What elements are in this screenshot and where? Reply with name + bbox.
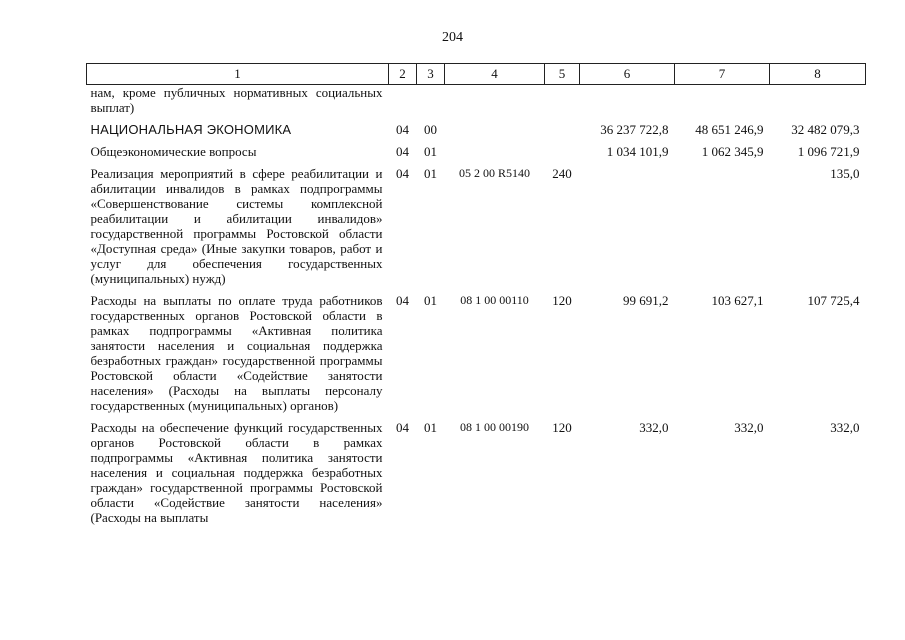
row-name: Расходы на обеспечение функций государственных органов Ростовской области в рамках подпрограммы «Активная политика занятости населения и социальная поддержка безработных граждан» государственной программы Ростовской области «Содействие занятости населения» (Расходы на выплаты [90,420,383,525]
budget-table [86,63,866,525]
row-year2 [675,85,770,123]
header-col-subsection: 3 [417,64,445,85]
row-name: нам, кроме публичных нормативных социальных выплат) [90,85,383,115]
row-year1 [580,166,675,293]
header-col-name: 1 [87,64,389,85]
row-year1: 99 691,2 [623,293,669,308]
row-target-code [445,122,545,144]
table-row [87,144,866,166]
row-year2: 48 651 246,9 [695,122,764,137]
table-row [87,166,866,293]
row-target-code: 08 1 00 00110 [460,293,529,307]
header-col-year1: 6 [580,64,675,85]
row-name: Реализация мероприятий в сфере реабилитации и абилитации инвалидов в рамках подпрограммы «Совершенствование системы комплексной реабилитации и абилитации инвалидов» государственной программы Ростовской области «Доступная среда» (Иные закупки товаров, работ и услуг для обеспечения государственных (муниципальных) нужд) [90,166,383,286]
header-col-year3: 8 [770,64,866,85]
row-subsection: 01 [424,293,437,308]
row-expense-type: 240 [552,166,572,181]
row-target-code: 05 2 00 R5140 [458,166,530,180]
row-year2: 103 627,1 [711,293,764,308]
row-year2: 332,0 [734,420,764,435]
row-name: Расходы на выплаты по оплате труда работников государственных органов Ростовской области в рамках подпрограммы «Активная политика занятости населения и социальная поддержка безработных граждан» государственной программы Ростовской области «Содействие занятости населения» (Расходы на выплаты персоналу государственных (муниципальных) органов) [90,293,383,413]
row-expense-type: 120 [552,293,572,308]
row-section [389,85,417,123]
row-target-code [445,144,545,166]
row-subsection: 01 [424,166,437,181]
row-expense-type [545,144,580,166]
header-row [87,64,866,85]
row-subsection: 01 [424,420,437,435]
row-year1: 1 034 101,9 [606,144,669,159]
header-col-target-code: 4 [445,64,545,85]
row-name: НАЦИОНАЛЬНАЯ ЭКОНОМИКА [90,122,292,137]
header-col-expense-type: 5 [545,64,580,85]
row-year3: 135,0 [830,166,860,181]
table-header [87,64,866,85]
row-year2: 1 062 345,9 [701,144,764,159]
row-section: 04 [396,420,409,435]
row-expense-type [545,122,580,144]
row-section: 04 [396,144,409,159]
row-subsection: 01 [424,144,437,159]
row-section: 04 [396,293,409,308]
row-section: 04 [396,166,409,181]
row-year3: 107 725,4 [807,293,860,308]
row-year2 [675,166,770,293]
table-row [87,85,866,123]
row-year1: 36 237 722,8 [600,122,669,137]
header-col-section: 2 [389,64,417,85]
row-expense-type [545,85,580,123]
table-row [87,293,866,420]
row-target-code: 08 1 00 00190 [460,420,529,434]
row-year1: 332,0 [639,420,669,435]
row-year1 [580,85,675,123]
row-target-code [445,85,545,123]
row-expense-type: 120 [552,420,572,435]
row-year3 [770,85,866,123]
header-col-year2: 7 [675,64,770,85]
row-section: 04 [396,122,409,137]
row-subsection [417,85,445,123]
page-number: 204 [442,30,463,45]
table-row [87,122,866,144]
table-row [87,420,866,525]
row-subsection: 00 [424,122,437,137]
row-year3: 332,0 [830,420,860,435]
row-year3: 32 482 079,3 [791,122,860,137]
row-name: Общеэкономические вопросы [90,144,257,159]
row-year3: 1 096 721,9 [797,144,860,159]
